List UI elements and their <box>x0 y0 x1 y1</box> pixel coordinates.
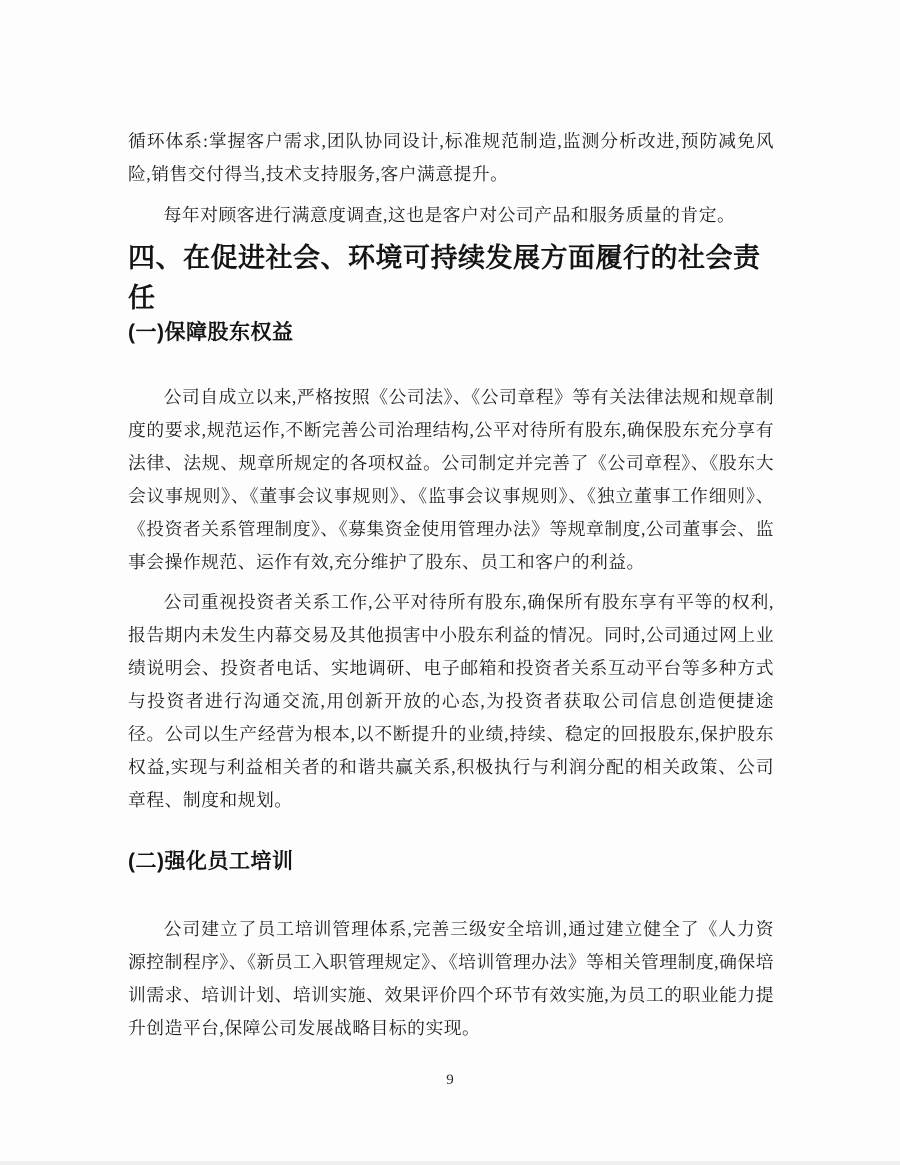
subsection-heading-1: (一)保障股东权益 <box>128 321 294 344</box>
page-bottom-edge <box>0 1161 900 1165</box>
subsection-1-paragraph-2: 公司重视投资者关系工作,公平对待所有股东,确保所有股东享有平等的权利,报告期内未发生内幕交易及其他损害中小股东利益的情况。同时,公司通过网上业绩说明会、投资者电话、实地调研、电子邮箱和投资者关系互动平台等多种方式与投资者进行沟通交流,用创新开放的心态,为投资者获取公司信息创造便捷途径。公司以生产经营为根本,以不断提升的业绩,持续、稳定的回报股东,保护股东权益,实现与利益相关者的和谐共赢关系,积极执行与利润分配的相关政策、公司章程、制度和规划。 <box>128 592 774 810</box>
intro-paragraph-1: 循环体系:掌握客户需求,团队协同设计,标准规范制造,监测分析改进,预防减免风险,销售交付得当,技术支持服务,客户满意提升。 <box>128 130 774 184</box>
section-heading: 四、在促进社会、环境可持续发展方面履行的社会责任 <box>128 243 761 313</box>
subsection-2-paragraph-1: 公司建立了员工培训管理体系,完善三级安全培训,通过建立健全了《人力资源控制程序》、《新员工入职管理规定》、《培训管理办法》等相关管理制度,确保培训需求、培训计划、培训实施、效果评价四个环节有效实施,为员工的职业能力提升创造平台,保障公司发展战略目标的实现。 <box>128 919 774 1038</box>
subsection-heading-2: (二)强化员工培训 <box>128 850 294 873</box>
intro-paragraph-2: 每年对顾客进行满意度调查,这也是客户对公司产品和服务质量的肯定。 <box>163 204 736 225</box>
subsection-1-paragraph-1: 公司自成立以来,严格按照《公司法》、《公司章程》等有关法律法规和规章制度的要求,规范运作,不断完善公司治理结构,公平对待所有股东,确保股东充分享有法律、法规、规章所规定的各项权益。公司制定并完善了《公司章程》、《股东大会议事规则》、《董事会议事规则》、《监事会议事规则》、《独立董事工作细则》、《投资者关系管理制度》、《募集资金使用管理办法》等规章制度,公司董事会、监事会操作规范、运作有效,充分维护了股东、员工和客户的利益。 <box>128 387 774 572</box>
page-number: 9 <box>446 1072 454 1088</box>
